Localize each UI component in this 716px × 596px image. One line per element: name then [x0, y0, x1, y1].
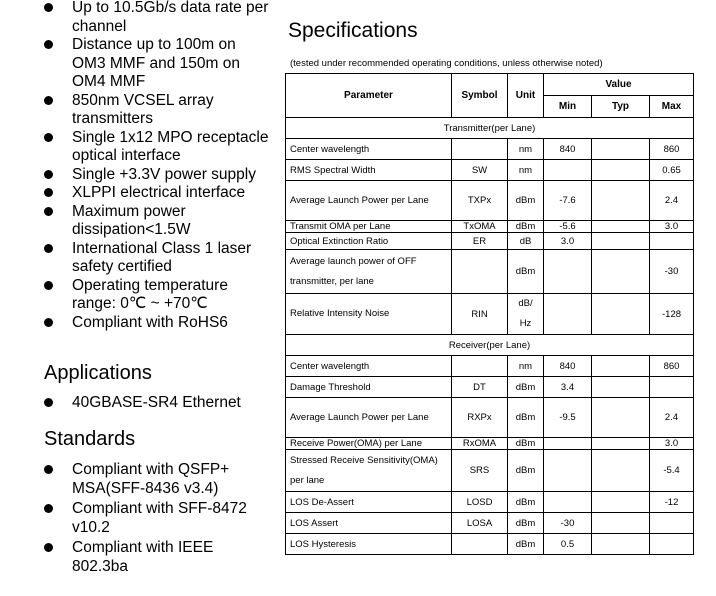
cell-max: -128 [650, 294, 694, 335]
standard-item [0, 500, 272, 537]
specifications-note: (tested under recommended operating conditions, unless otherwise noted) [290, 58, 603, 69]
bullet-icon [44, 244, 53, 253]
header-value: Value [544, 74, 694, 96]
cell-unit: dBm [508, 221, 544, 233]
cell-unit: dB [508, 233, 544, 250]
cell-max [650, 233, 694, 250]
feature-text: International Class 1 laser safety certified [72, 239, 252, 275]
cell-min [544, 160, 592, 181]
application-item [0, 394, 272, 413]
cell-symbol: DT [452, 377, 508, 398]
feature-item [0, 166, 272, 185]
standard-text: Compliant with IEEE 802.3ba [72, 539, 214, 575]
cell-typ [592, 233, 650, 250]
cell-unit: dBm [508, 492, 544, 513]
cell-min: 3.4 [544, 377, 592, 398]
cell-unit: dBm [508, 438, 544, 450]
table-row [286, 356, 694, 377]
bullet-icon [44, 543, 53, 552]
cell-unit: dBm [508, 250, 544, 294]
feature-item [0, 240, 272, 277]
cell-unit: nm [508, 356, 544, 377]
applications-list [0, 394, 272, 413]
cell-min: -9.5 [544, 398, 592, 438]
feature-item [0, 129, 272, 166]
cell-param: Optical Extinction Ratio [286, 233, 452, 250]
cell-typ [592, 250, 650, 294]
feature-item [0, 314, 272, 333]
cell-max [650, 534, 694, 555]
cell-min: 3.0 [544, 233, 592, 250]
cell-param: Relative Intensity Noise [286, 294, 452, 335]
table-row [286, 377, 694, 398]
feature-text: Distance up to 100m on OM3 MMF and 150m on OM4 MMF [72, 36, 240, 90]
table-row [286, 513, 694, 534]
cell-min [544, 492, 592, 513]
features-list [0, 0, 272, 332]
cell-max: 860 [650, 139, 694, 160]
cell-min [544, 294, 592, 335]
bullet-icon [44, 3, 53, 12]
cell-symbol: RxOMA [452, 438, 508, 450]
feature-item [0, 277, 272, 314]
cell-typ [592, 438, 650, 450]
bullet-icon [44, 281, 53, 290]
bullet-icon [44, 318, 53, 327]
cell-param: Average Launch Power per Lane [286, 398, 452, 438]
cell-symbol: ER [452, 233, 508, 250]
cell-symbol [452, 139, 508, 160]
feature-item [0, 184, 272, 203]
table-row [286, 233, 694, 250]
cell-min: 0.5 [544, 534, 592, 555]
cell-unit: dBm [508, 377, 544, 398]
cell-min: 840 [544, 139, 592, 160]
cell-min: -7.6 [544, 181, 592, 221]
cell-typ [592, 534, 650, 555]
table-row [286, 250, 694, 294]
header-unit: Unit [508, 74, 544, 118]
header-max: Max [650, 96, 694, 118]
bullet-icon [44, 170, 53, 179]
bullet-icon [44, 133, 53, 142]
cell-symbol [452, 356, 508, 377]
feature-text: Operating temperature range: 0℃ ~ +70℃ [72, 276, 228, 312]
bullet-icon [44, 207, 53, 216]
cell-unit: dBm [508, 513, 544, 534]
cell-param: RMS Spectral Width [286, 160, 452, 181]
table-row [286, 492, 694, 513]
transmitter-section-label: Transmitter(per Lane) [286, 118, 694, 139]
table-row [286, 438, 694, 450]
cell-param: Center wavelength [286, 139, 452, 160]
cell-param: Stressed Receive Sensitivity(OMA) per lane [286, 450, 452, 492]
cell-max: 2.4 [650, 181, 694, 221]
cell-param: LOS De-Assert [286, 492, 452, 513]
cell-typ [592, 356, 650, 377]
feature-text: XLPPI electrical interface [72, 184, 246, 201]
cell-min: -5.6 [544, 221, 592, 233]
feature-item [0, 0, 272, 36]
cell-min: 840 [544, 356, 592, 377]
standard-text: Compliant with SFF-8472 v10.2 [72, 500, 247, 536]
cell-min [544, 438, 592, 450]
cell-unit: nm [508, 139, 544, 160]
cell-param: Average launch power of OFF transmitter, per lane [286, 250, 452, 294]
cell-max: 3.0 [650, 221, 694, 233]
cell-unit: nm [508, 160, 544, 181]
cell-symbol: LOSA [452, 513, 508, 534]
table-row [286, 398, 694, 438]
feature-text: 850nm VCSEL array transmitters [72, 91, 214, 127]
cell-symbol [452, 250, 508, 294]
cell-symbol: RXPx [452, 398, 508, 438]
cell-param: LOS Hysteresis [286, 534, 452, 555]
cell-min: -30 [544, 513, 592, 534]
cell-max: -5.4 [650, 450, 694, 492]
cell-typ [592, 513, 650, 534]
cell-unit: dBm [508, 398, 544, 438]
cell-max [650, 377, 694, 398]
bullet-icon [44, 40, 53, 49]
feature-item [0, 203, 272, 240]
specifications-title: Specifications [288, 19, 418, 42]
cell-min [544, 450, 592, 492]
feature-text: Up to 10.5Gb/s data rate per channel [72, 0, 269, 35]
cell-unit: dBm [508, 534, 544, 555]
transmitter-section [286, 118, 694, 139]
feature-item [0, 92, 272, 129]
cell-typ [592, 492, 650, 513]
cell-symbol [452, 534, 508, 555]
specifications-table [285, 73, 694, 555]
cell-min [544, 250, 592, 294]
cell-max: 2.4 [650, 398, 694, 438]
bullet-icon [44, 504, 53, 513]
cell-param: LOS Assert [286, 513, 452, 534]
standard-text: Compliant with QSFP+ MSA(SFF-8436 v3.4) [72, 461, 230, 497]
cell-param: Damage Threshold [286, 377, 452, 398]
cell-typ [592, 450, 650, 492]
cell-unit: dBm [508, 181, 544, 221]
specifications-body [286, 118, 694, 555]
cell-param: Transmit OMA per Lane [286, 221, 452, 233]
header-parameter: Parameter [286, 74, 452, 118]
table-row [286, 534, 694, 555]
cell-max [650, 513, 694, 534]
standards-heading: Standards [44, 428, 136, 450]
cell-unit: dBm [508, 450, 544, 492]
cell-typ [592, 294, 650, 335]
feature-text: Compliant with RoHS6 [72, 313, 228, 331]
cell-unit: dB/ Hz [508, 294, 544, 335]
standard-item [0, 461, 272, 498]
header-min: Min [544, 96, 592, 118]
table-row [286, 294, 694, 335]
cell-param: Average Launch Power per Lane [286, 181, 452, 221]
cell-max: -30 [650, 250, 694, 294]
table-row [286, 139, 694, 160]
cell-typ [592, 221, 650, 233]
cell-typ [592, 139, 650, 160]
bullet-icon [44, 398, 53, 407]
receiver-section [286, 335, 694, 356]
cell-symbol: SRS [452, 450, 508, 492]
feature-text: Single +3.3V power supply [72, 165, 256, 183]
bullet-icon [44, 96, 53, 105]
header-symbol: Symbol [452, 74, 508, 118]
cell-symbol: TXPx [452, 181, 508, 221]
table-row [286, 181, 694, 221]
cell-typ [592, 181, 650, 221]
table-row [286, 221, 694, 233]
cell-typ [592, 160, 650, 181]
bullet-icon [44, 465, 53, 474]
receiver-section-label: Receiver(per Lane) [286, 335, 694, 356]
cell-max: 860 [650, 356, 694, 377]
bullet-icon [44, 188, 53, 197]
table-row [286, 450, 694, 492]
feature-item [0, 36, 272, 92]
cell-max: 0.65 [650, 160, 694, 181]
header-typ: Typ [592, 96, 650, 118]
cell-symbol: SW [452, 160, 508, 181]
standard-item [0, 539, 272, 576]
cell-typ [592, 398, 650, 438]
cell-symbol: LOSD [452, 492, 508, 513]
cell-symbol: TxOMA [452, 221, 508, 233]
cell-symbol: RIN [452, 294, 508, 335]
cell-param: Receive Power(OMA) per Lane [286, 438, 452, 450]
table-row [286, 160, 694, 181]
cell-max: 3.0 [650, 438, 694, 450]
cell-param: Center wavelength [286, 356, 452, 377]
cell-max: -12 [650, 492, 694, 513]
applications-heading: Applications [44, 362, 152, 384]
application-text: 40GBASE-SR4 Ethernet [72, 394, 241, 411]
cell-typ [592, 377, 650, 398]
feature-text: Single 1x12 MPO receptacle optical interface [72, 128, 269, 164]
standards-list [0, 461, 272, 578]
feature-text: Maximum power dissipation<1.5W [72, 202, 191, 238]
